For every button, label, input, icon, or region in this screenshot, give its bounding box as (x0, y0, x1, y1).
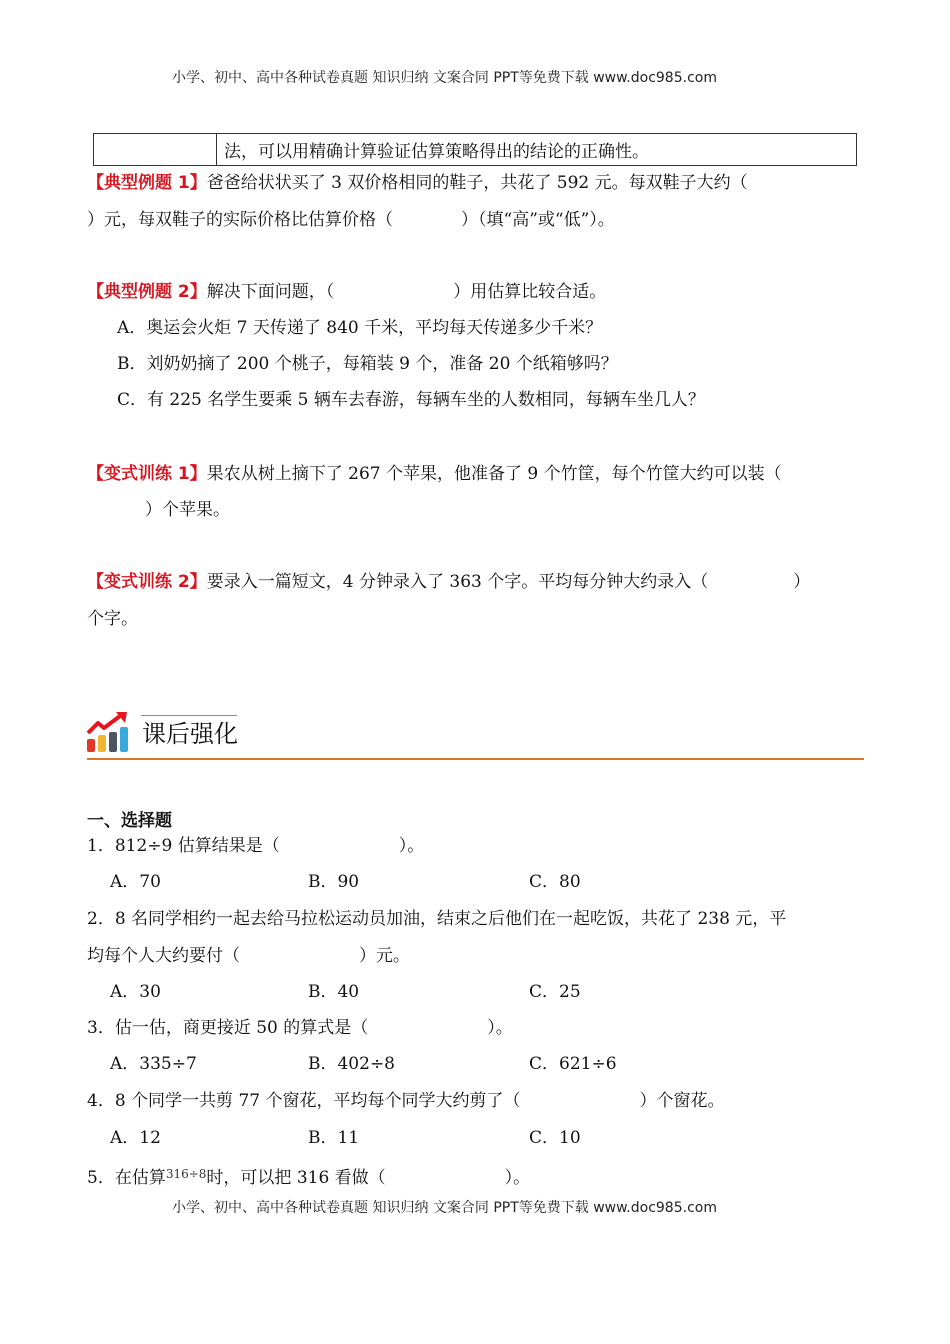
page-header: 小学、初中、高中各种试卷真题 知识归纳 文案合同 PPT等免费下载 www.doc985.com (172, 70, 717, 86)
question-3-option-a: A．335÷7 (110, 1054, 197, 1074)
question-2-option-c: C．25 (529, 982, 581, 1002)
question-4-option-a: A．12 (110, 1128, 161, 1148)
chart-growth-icon (86, 711, 130, 753)
summary-table (93, 133, 857, 166)
section-title: 课后强化 (142, 720, 238, 748)
question-3-option-c: C．621÷6 (529, 1054, 617, 1074)
example-2-option-a: A．奥运会火炬 7 天传递了 840 千米，平均每天传递多少千米？ (117, 318, 603, 338)
table-cell-right: 法，可以用精确计算验证估算策略得出的结论的正确性。 (217, 134, 857, 166)
example-2-tag: 【典型例题 2】 (87, 282, 207, 302)
question-5-expression: 316÷8 (165, 1167, 207, 1181)
example-2-option-c: C．有 225 名学生要乘 5 辆车去春游，每辆车坐的人数相同，每辆车坐几人？ (117, 390, 705, 410)
question-4-option-c: C．10 (529, 1128, 581, 1148)
practice-2-line-1: 【变式训练 2】要录入一篇短文，4 分钟录入了 363 个字。平均每分钟大约录入（ ） (87, 572, 811, 592)
practice-1-tag: 【变式训练 1】 (87, 464, 207, 484)
question-2-option-a: A．30 (110, 982, 161, 1002)
question-4-option-b: B．11 (308, 1128, 360, 1148)
practice-1-line-2: ）个苹果。 (145, 500, 230, 520)
question-1-option-c: C．80 (529, 872, 581, 892)
question-2-option-b: B．40 (308, 982, 360, 1002)
question-2-stem: 2．8 名同学相约一起去给马拉松运动员加油，结束之后他们在一起吃饭，共花了 238 元，平 (87, 909, 787, 929)
question-5-stem: 5．在估算$^{316\div 8}$时，可以把 316 看做（ ）。 (87, 1167, 531, 1188)
question-2-stem-cont: 均每个人大约要付（ ）元。 (87, 946, 410, 966)
question-1-option-b: B．90 (308, 872, 360, 892)
table-cell-left (94, 134, 217, 166)
example-1-line-2: ）元，每双鞋子的实际价格比估算价格（ ）（填“高”或“低”）。 (87, 210, 615, 230)
example-2-option-b: B．刘奶奶摘了 200 个桃子，每箱装 9 个，准备 20 个纸箱够吗？ (117, 354, 618, 374)
section-divider (87, 758, 864, 760)
question-3-option-b: B．402÷8 (308, 1054, 396, 1074)
choice-heading: 一、选择题 (87, 811, 172, 831)
example-1-line-1: 【典型例题 1】爸爸给状状买了 3 双价格相同的鞋子，共花了 592 元。每双鞋子大约（ (87, 173, 748, 193)
question-3-stem: 3．估一估，商更接近 50 的算式是（ ）。 (87, 1018, 513, 1038)
question-4-stem: 4．8 个同学一共剪 77 个窗花，平均每个同学大约剪了（ ）个窗花。 (87, 1091, 725, 1111)
example-1-tag: 【典型例题 1】 (87, 173, 207, 193)
example-2-line-1: 【典型例题 2】解决下面问题，（ ）用估算比较合适。 (87, 282, 607, 302)
practice-2-line-2: 个字。 (87, 609, 138, 629)
page-footer: 小学、初中、高中各种试卷真题 知识归纳 文案合同 PPT等免费下载 www.doc985.com (172, 1200, 717, 1216)
practice-1-line-1: 【变式训练 1】果农从树上摘下了 267 个苹果，他准备了 9 个竹筐，每个竹筐大约可以装（ (87, 464, 782, 484)
question-1-option-a: A．70 (110, 872, 161, 892)
practice-2-tag: 【变式训练 2】 (87, 572, 207, 592)
question-1-stem: 1．812÷9 估算结果是（ ）。 (87, 836, 425, 856)
